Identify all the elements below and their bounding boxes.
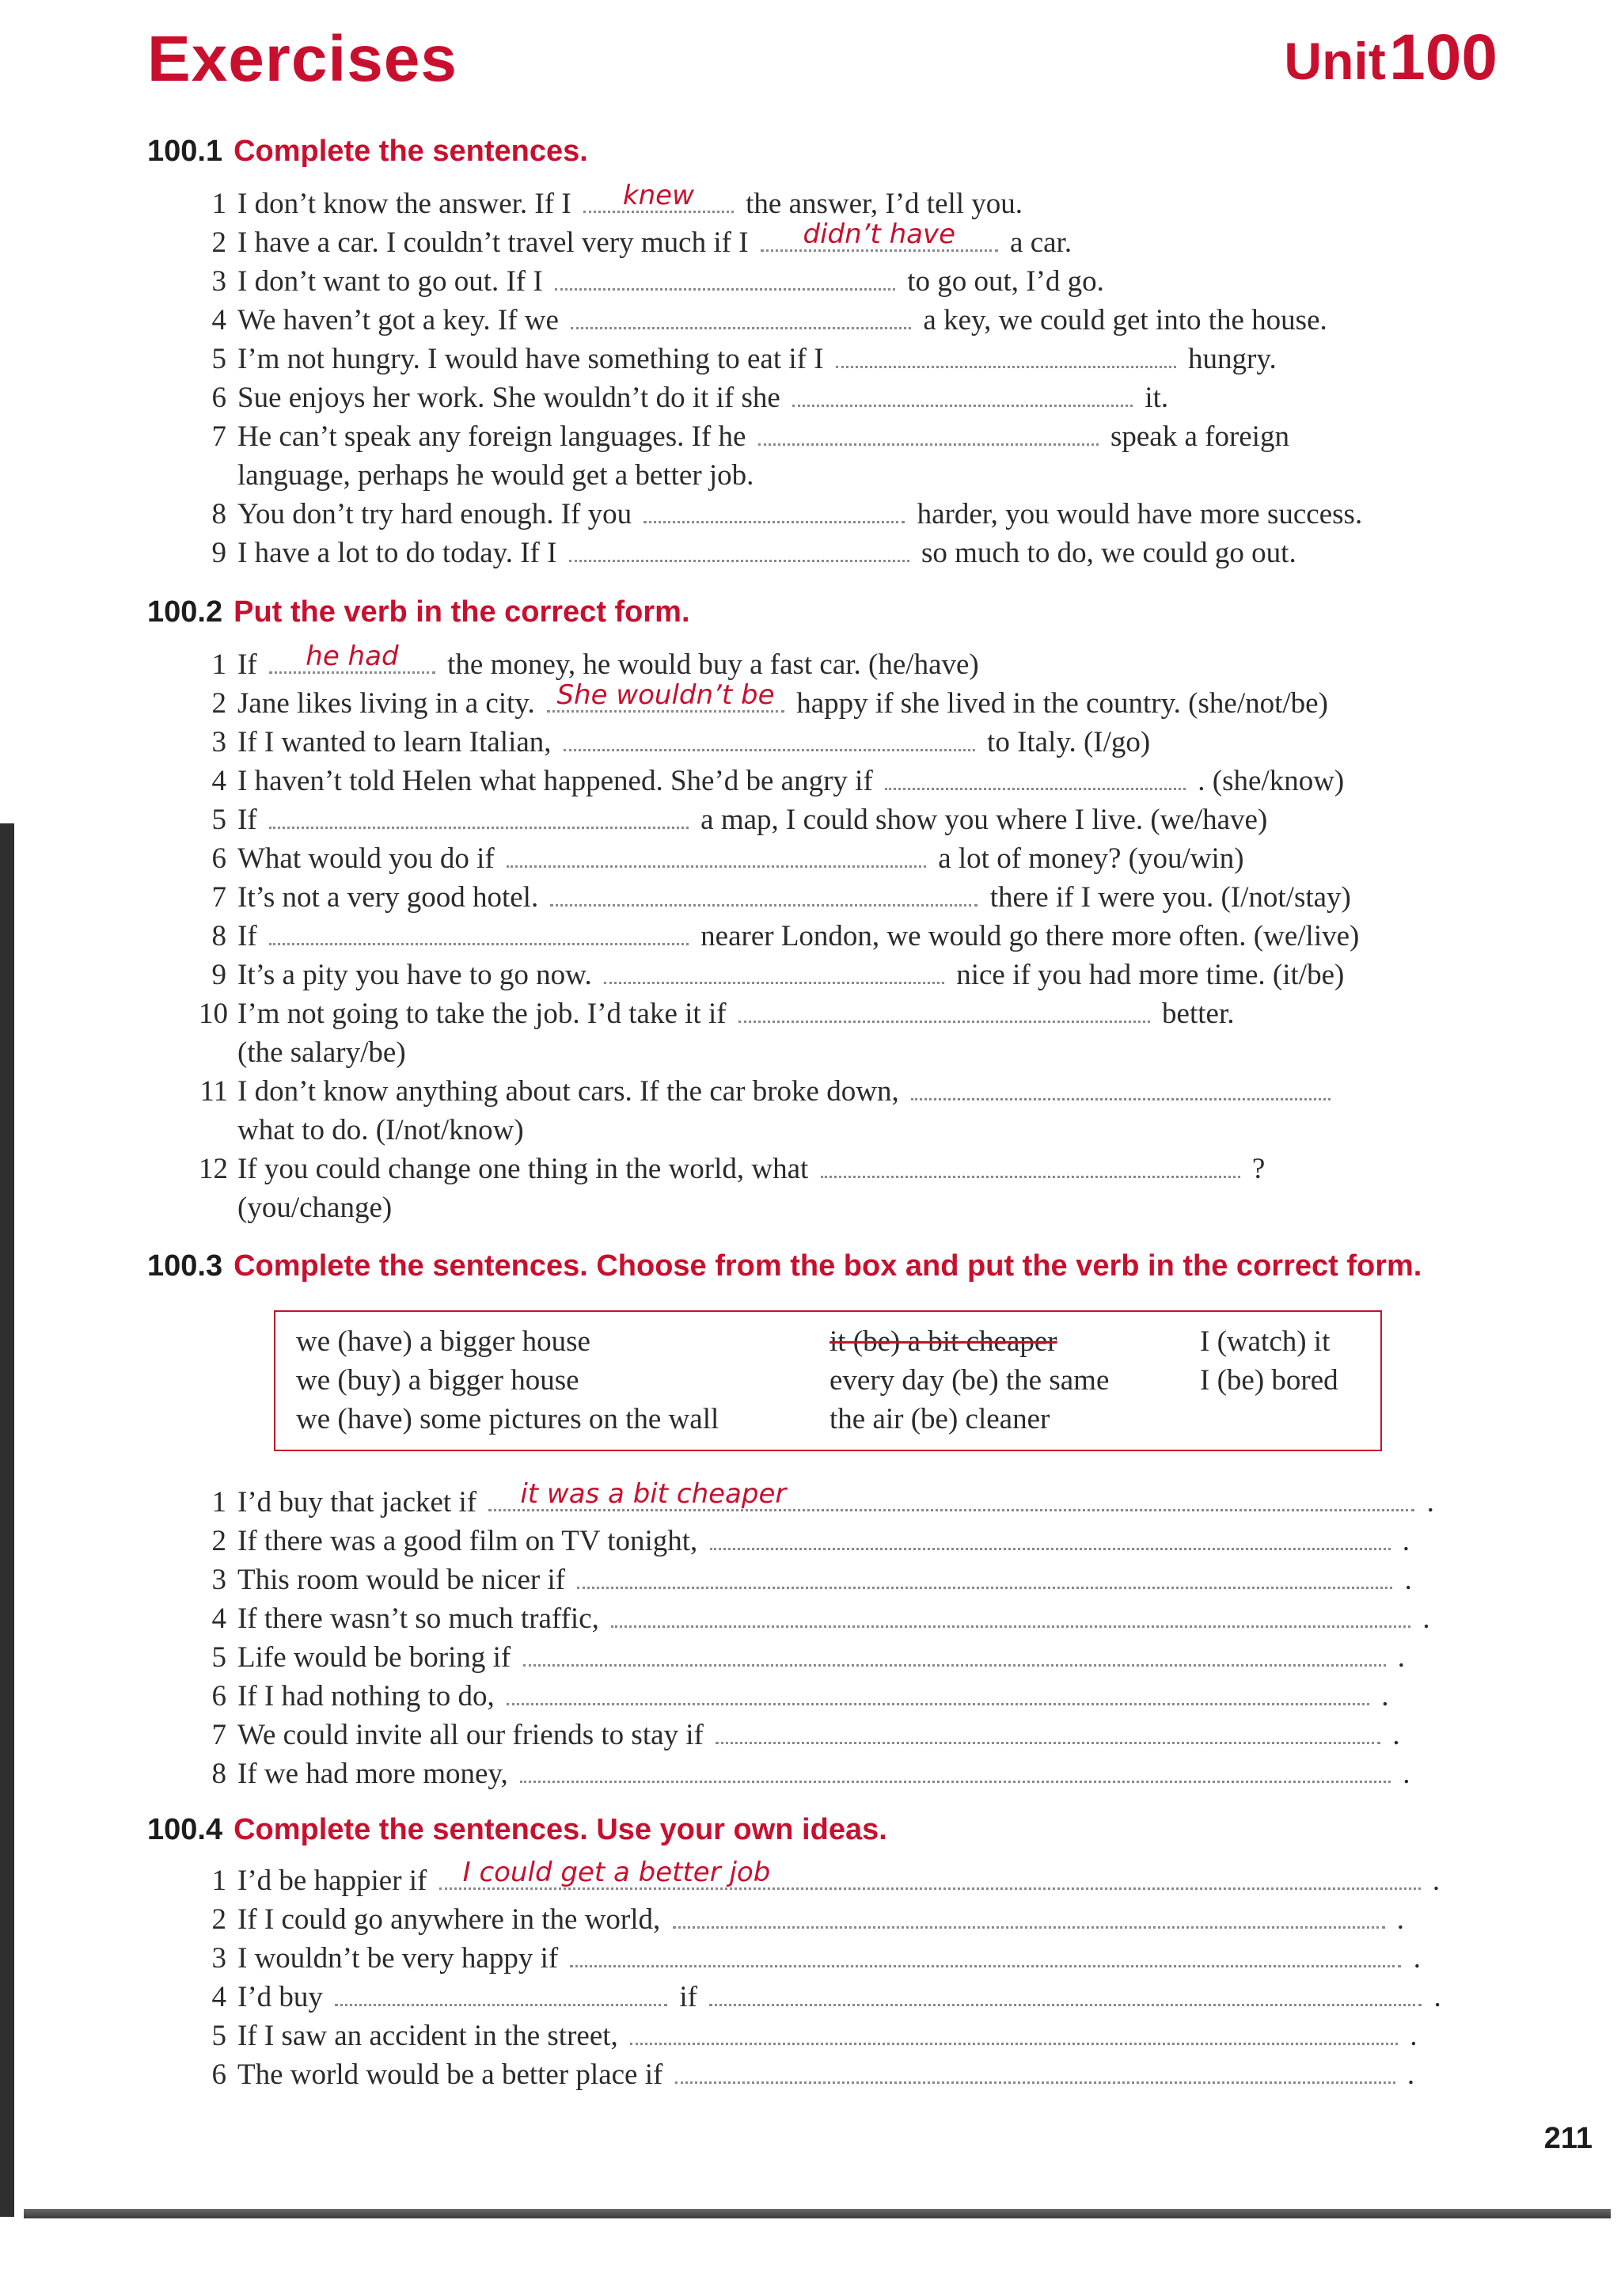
sentence-start: It’s a pity you have to go now. (237, 959, 592, 991)
exercise-line (211, 641, 979, 684)
sentence-end: . (1426, 1486, 1434, 1519)
answer-blank[interactable] (507, 844, 926, 868)
answer-blank[interactable] (569, 538, 909, 562)
exercise-line (211, 1478, 1434, 1522)
sentence-start: I have a lot to do today. If I (237, 537, 557, 569)
answer-blank[interactable] (821, 1154, 1240, 1178)
sentence-end: . (1413, 1942, 1421, 1975)
sentence-end: . (1402, 1525, 1410, 1557)
sentence-start: If you could change one thing in the world, what (237, 1153, 809, 1185)
exercise-line (211, 2017, 1418, 2055)
sentence-end: ? (1251, 1153, 1266, 1185)
item-number: 6 (211, 1680, 226, 1712)
answer-blank[interactable] (758, 422, 1099, 446)
answer-text: he had (306, 641, 399, 672)
answer-blank[interactable] (577, 1565, 1392, 1589)
item-number: 2 (211, 687, 226, 720)
item-number: 7 (211, 1719, 226, 1751)
sentence-continuation: language, perhaps he would get a better job. (237, 459, 754, 492)
answer-blank[interactable] (716, 1720, 1380, 1744)
item-number: 1 (211, 188, 226, 220)
sentence-start: We could invite all our friends to stay if (237, 1719, 704, 1751)
answer-blank[interactable] (583, 180, 734, 213)
exercise-line (211, 1940, 1421, 1978)
sentence-start: I don’t know anything about cars. If the car broke down, (237, 1075, 899, 1108)
item-number: 3 (211, 1564, 226, 1596)
unit-word: Unit (1284, 32, 1386, 90)
exercise-title: Put the verb in the correct form. (233, 595, 690, 629)
exercise-line (211, 1522, 1410, 1560)
exercise-line (211, 1678, 1389, 1716)
box-phrase: every day (be) the same (829, 1364, 1110, 1397)
item-number: 3 (211, 726, 226, 758)
item-number: 5 (211, 1641, 226, 1674)
answer-text: She wouldn’t be (556, 679, 775, 711)
sentence-start: I don’t want to go out. If I (237, 265, 543, 298)
exercise-heading-2 (147, 595, 690, 629)
exercise-line (199, 995, 1235, 1033)
item-number: 12 (199, 1153, 228, 1185)
sentence-start: If (237, 920, 257, 952)
item-number: 5 (211, 2020, 226, 2052)
page-title: Exercises (147, 23, 458, 95)
exercise-line (211, 2056, 1415, 2094)
sentence-end: so much to do, we could go out. (921, 537, 1296, 569)
sentence-end: nearer London, we would go there more often. (we/live) (700, 920, 1360, 952)
answer-blank[interactable] (604, 960, 944, 984)
item-number: 6 (211, 842, 226, 875)
sentence-start: If I saw an accident in the street, (237, 2020, 618, 2052)
box-phrase: we (buy) a bigger house (296, 1364, 579, 1397)
sentence-end: the money, he would buy a fast car. (he/have) (447, 648, 979, 681)
sentence-end: . (1404, 1564, 1412, 1596)
sentence-end: there if I were you. (I/not/stay) (989, 881, 1351, 914)
sentence-end: better. (1162, 998, 1235, 1030)
exercise-line (211, 1600, 1430, 1638)
answer-blank[interactable] (911, 1077, 1331, 1100)
item-number: 8 (211, 498, 226, 530)
page-edge-left (0, 823, 14, 2217)
sentence-start: I’d buy (237, 1981, 323, 2013)
sentence-end: nice if you had more time. (it/be) (956, 959, 1345, 991)
sentence-end: the answer, I’d tell you. (746, 188, 1023, 220)
item-number: 11 (199, 1075, 228, 1108)
exercise-title: Complete the sentences. Use your own ideas. (233, 1813, 887, 1846)
sentence-start: If there wasn’t so much traffic, (237, 1602, 599, 1635)
sentence-end: it. (1145, 382, 1169, 414)
exercise-line (211, 801, 1268, 839)
answer-text: I could get a better job (462, 1857, 771, 1888)
sentence-start: This room would be nicer if (237, 1564, 566, 1596)
sentence-start: I’m not going to take the job. I’d take it if (237, 998, 727, 1030)
sentence-end: . (1433, 1981, 1441, 2013)
item-number: 7 (211, 420, 226, 453)
answer-blank[interactable] (564, 728, 975, 751)
exercise-line (199, 1150, 1266, 1188)
sentence-end: . (1403, 1758, 1410, 1790)
exercise-line (211, 496, 1363, 534)
sentence-start: We haven’t got a key. If we (237, 304, 559, 336)
page-number: 211 (1543, 2122, 1593, 2155)
sentence-start: You don’t try hard enough. If you (237, 498, 632, 530)
unit-number: 100 (1389, 21, 1498, 93)
exercise-heading-1 (147, 135, 588, 169)
exercise-heading-3 (147, 1249, 1422, 1283)
sentence-end: . (1392, 1719, 1400, 1751)
sentence-start: He can’t speak any foreign languages. If he (237, 420, 746, 453)
sentence-continuation: (the salary/be) (237, 1036, 406, 1069)
sentence-end: . (1432, 1865, 1441, 1897)
exercise-line (211, 219, 1072, 262)
sentence-start: If I could go anywhere in the world, (237, 1903, 661, 1936)
answer-blank[interactable] (792, 383, 1133, 407)
exercise-line (211, 1716, 1400, 1754)
exercise-title: Complete the sentences. Choose from the box and put the verb in the correct form. (233, 1249, 1422, 1283)
sentence-start: It’s not a very good hotel. (237, 881, 539, 914)
answer-blank[interactable] (269, 922, 689, 945)
item-number: 8 (211, 920, 226, 952)
sentence-end: . (1397, 1641, 1405, 1674)
sentence-end: hungry. (1188, 343, 1277, 375)
answer-blank[interactable] (523, 1643, 1386, 1667)
sentence-start: If there was a good film on TV tonight, (237, 1525, 698, 1557)
sentence-end: . (1410, 2020, 1418, 2052)
answer-blank[interactable] (611, 1604, 1410, 1628)
item-number: 2 (211, 1903, 226, 1936)
sentence-start: Life would be boring if (237, 1641, 511, 1674)
exercise-line (211, 1901, 1405, 1939)
exercise-line (211, 1561, 1412, 1599)
unit-label (1284, 21, 1498, 95)
item-number: 4 (211, 1602, 226, 1635)
box-phrase: the air (be) cleaner (829, 1403, 1050, 1435)
page-edge-bottom (24, 2209, 1611, 2218)
sentence-continuation: what to do. (I/not/know) (237, 1114, 524, 1146)
sentence-continuation: (you/change) (237, 1192, 393, 1224)
sentence-start: What would you do if (237, 842, 495, 875)
exercise-line (211, 840, 1244, 878)
answer-blank[interactable] (761, 219, 998, 252)
answer-blank[interactable] (709, 1982, 1422, 2006)
item-number: 4 (211, 304, 226, 336)
sentence-end: . (1381, 1680, 1389, 1712)
sentence-start: I’m not hungry. I would have something to eat if I (237, 343, 824, 375)
exercise-line (211, 180, 1023, 223)
sentence-start: Jane likes living in a city. (237, 687, 535, 720)
box-phrase: I (watch) it (1200, 1325, 1331, 1358)
exercise-line (211, 534, 1296, 572)
exercise-line (211, 340, 1277, 378)
answer-blank[interactable] (675, 2060, 1395, 2084)
exercise-number: 100.4 (147, 1813, 223, 1846)
exercise-line (211, 956, 1345, 994)
box-phrase-used: it (be) a bit cheaper (829, 1325, 1057, 1358)
item-number: 4 (211, 765, 226, 797)
answer-blank[interactable] (555, 267, 895, 291)
exercise-line (211, 263, 1104, 301)
answer-blank[interactable] (643, 500, 905, 523)
sentence-start: If I wanted to learn Italian, (237, 726, 552, 758)
item-number: 1 (211, 1865, 226, 1897)
answer-text: it was a bit cheaper (520, 1478, 787, 1510)
answer-blank[interactable] (885, 766, 1186, 790)
answer-blank[interactable] (488, 1478, 1414, 1511)
answer-blank[interactable] (630, 2021, 1398, 2045)
item-number: 8 (211, 1758, 226, 1790)
answer-blank[interactable] (836, 344, 1176, 368)
sentence-end: a map, I could show you where I live. (we/have) (700, 804, 1268, 836)
answer-text: knew (622, 180, 694, 211)
answer-blank[interactable] (335, 1982, 667, 2006)
item-number: 4 (211, 1981, 226, 2013)
item-number: 3 (211, 265, 226, 298)
item-number: 10 (199, 998, 228, 1030)
exercise-heading-4 (147, 1813, 887, 1847)
sentence-start: If I had nothing to do, (237, 1680, 495, 1712)
answer-blank[interactable] (570, 1944, 1401, 1967)
exercise-number: 100.2 (147, 595, 223, 629)
item-number: 1 (211, 1486, 226, 1519)
sentence-end: . (she/know) (1198, 765, 1345, 797)
answer-blank[interactable] (269, 805, 689, 829)
sentence-start: I have a car. I couldn’t travel very much if I (237, 226, 749, 259)
sentence-end: a lot of money? (you/win) (938, 842, 1244, 875)
word-box (274, 1310, 1382, 1451)
exercise-line (211, 1755, 1410, 1793)
item-number: 6 (211, 2058, 226, 2091)
item-number: 1 (211, 648, 226, 681)
sentence-start: I’d buy that jacket if (237, 1486, 477, 1519)
exercise-title: Complete the sentences. (233, 135, 588, 168)
sentence-start: I haven’t told Helen what happened. She’d be angry if (237, 765, 873, 797)
box-phrase: we (have) a bigger house (296, 1325, 590, 1358)
sentence-start: If (237, 648, 257, 681)
answer-blank[interactable] (507, 1682, 1369, 1705)
sentence-end: to Italy. (I/go) (987, 726, 1151, 758)
answer-blank[interactable] (520, 1759, 1391, 1783)
answer-blank[interactable] (269, 641, 435, 674)
exercise-line (211, 418, 1289, 456)
item-number: 7 (211, 881, 226, 914)
sentence-end: a key, we could get into the house. (923, 304, 1327, 336)
answer-text: didn’t have (803, 219, 956, 250)
exercise-line (211, 1857, 1441, 1900)
item-number: 6 (211, 382, 226, 414)
answer-blank[interactable] (673, 1905, 1385, 1929)
exercise-line (199, 1073, 1335, 1111)
sentence-start: The world would be a better place if (237, 2058, 663, 2091)
item-number: 9 (211, 959, 226, 991)
sentence-start: If (237, 804, 257, 836)
answer-blank[interactable] (439, 1857, 1421, 1890)
item-number: 3 (211, 1942, 226, 1975)
exercise-line (211, 302, 1327, 340)
answer-blank[interactable] (547, 679, 784, 713)
sentence-end: to go out, I’d go. (907, 265, 1104, 298)
sentence-start: I wouldn’t be very happy if (237, 1942, 559, 1975)
exercise-line (211, 1979, 1441, 2017)
box-phrase: I (be) bored (1200, 1364, 1338, 1397)
item-number: 2 (211, 226, 226, 259)
exercise-number: 100.3 (147, 1249, 223, 1283)
sentence-end: . (1407, 2058, 1415, 2091)
item-number: 5 (211, 804, 226, 836)
exercise-line (211, 379, 1169, 417)
sentence-end: harder, you would have more success. (917, 498, 1363, 530)
answer-blank[interactable] (550, 883, 978, 907)
item-number: 5 (211, 343, 226, 375)
exercise-line (211, 879, 1351, 917)
sentence-end: speak a foreign (1110, 420, 1289, 453)
sentence-end: a car. (1010, 226, 1072, 259)
box-phrase: we (have) some pictures on the wall (296, 1403, 719, 1435)
answer-blank[interactable] (710, 1526, 1391, 1550)
sentence-end: . (1422, 1602, 1430, 1635)
sentence-start: I don’t know the answer. If I (237, 188, 571, 220)
sentence-end: happy if she lived in the country. (she/not/be) (796, 687, 1328, 720)
exercise-line (211, 918, 1360, 956)
sentence-start: If we had more money, (237, 1758, 508, 1790)
exercise-number: 100.1 (147, 135, 223, 168)
answer-blank[interactable] (571, 306, 911, 329)
sentence-start: Sue enjoys her work. She wouldn’t do it if she (237, 382, 780, 414)
exercise-line (211, 679, 1328, 723)
exercise-line (211, 1639, 1405, 1677)
sentence-end: . (1396, 1903, 1405, 1936)
exercise-line (211, 762, 1345, 800)
exercise-line (211, 724, 1151, 762)
item-number: 9 (211, 537, 226, 569)
sentence-start: I’d be happier if (237, 1865, 427, 1897)
item-number: 2 (211, 1525, 226, 1557)
answer-blank[interactable] (738, 999, 1150, 1023)
sentence-middle: if (679, 1981, 698, 2013)
